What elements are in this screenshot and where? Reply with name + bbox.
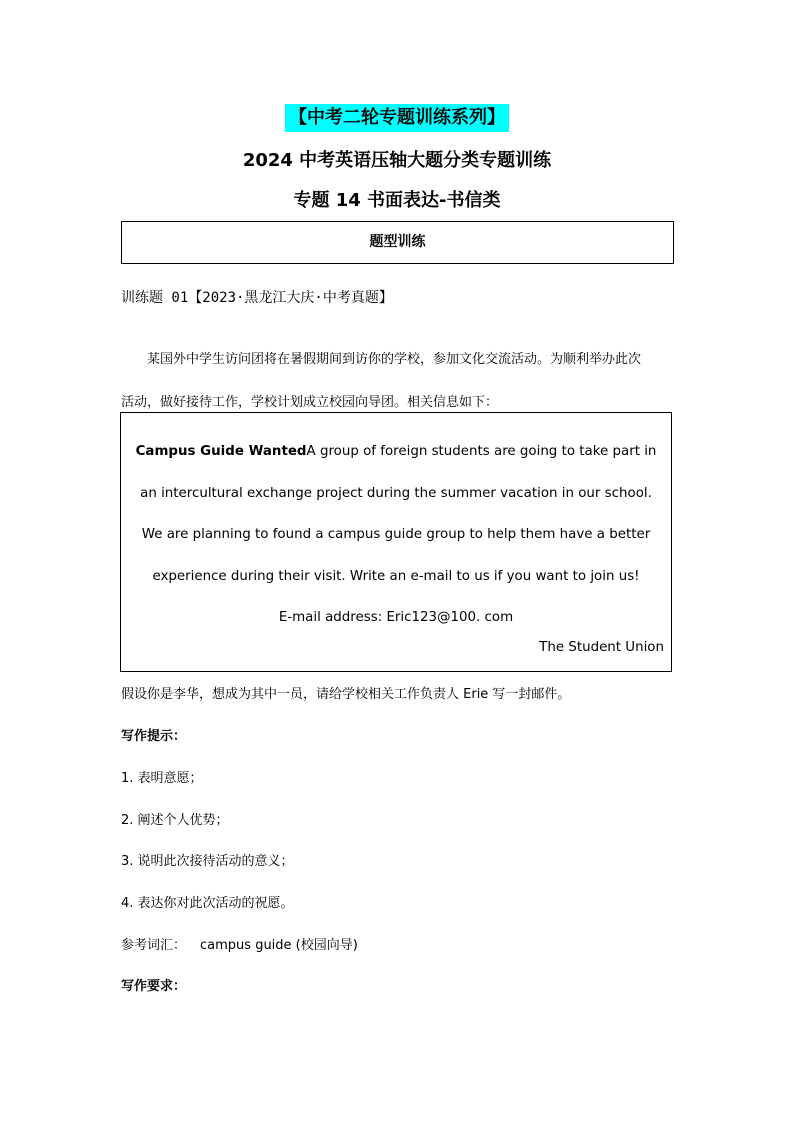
- notice-box: [120, 412, 672, 672]
- notice-signature: The Student Union: [539, 640, 664, 655]
- vocab-line: [121, 935, 358, 957]
- vocab-label: 参考词汇：: [121, 938, 187, 953]
- notice-heading: Campus Guide Wanted: [135, 444, 307, 459]
- section-box-label: 题型训练: [369, 234, 426, 250]
- requirements-title: 写作要求：: [121, 979, 187, 994]
- hint-item-2: 2. 阐述个人优势；: [121, 813, 229, 828]
- section-box: [121, 221, 674, 264]
- hints-title: 写作提示：: [121, 729, 187, 744]
- notice-text: [131, 431, 661, 639]
- series-banner: 【中考二轮专题训练系列】: [285, 104, 509, 132]
- notice-body: A group of foreign students are going to take part in an intercultural exchange project during the summer vacation in our school. We are planning to found a campus guide group to help them have a better experience during their visit. Write an e-mail to us if you want to join us!: [140, 444, 657, 584]
- intro-line-1: 某国外中学生访问团将在暑假期间到访你的学校，参加文化交流活动。为顺利举办此次: [147, 352, 642, 367]
- hint-item-1: 1. 表明意愿；: [121, 771, 203, 786]
- notice-email: E-mail address: Eric123@100. com: [278, 610, 514, 625]
- vocab-term: campus guide (校园向导): [200, 938, 358, 953]
- hint-item-3: 3. 说明此次接待活动的意义；: [121, 854, 294, 869]
- page-subtitle: 专题 14 书面表达-书信类: [293, 190, 501, 211]
- task-assumption: 假设你是李华，想成为其中一员，请给学校相关工作负责人 Erie 写一封邮件。: [121, 687, 571, 702]
- page-title: 2024 中考英语压轴大题分类专题训练: [242, 150, 552, 171]
- series-banner-wrap: [0, 104, 794, 132]
- exercise-label: 训练题 01【2023·黑龙江大庆·中考真题】: [121, 290, 393, 306]
- intro-line-2: 活动，做好接待工作，学校计划成立校园向导团。相关信息如下：: [121, 395, 499, 410]
- hint-item-4: 4. 表达你对此次活动的祝愿。: [121, 896, 294, 911]
